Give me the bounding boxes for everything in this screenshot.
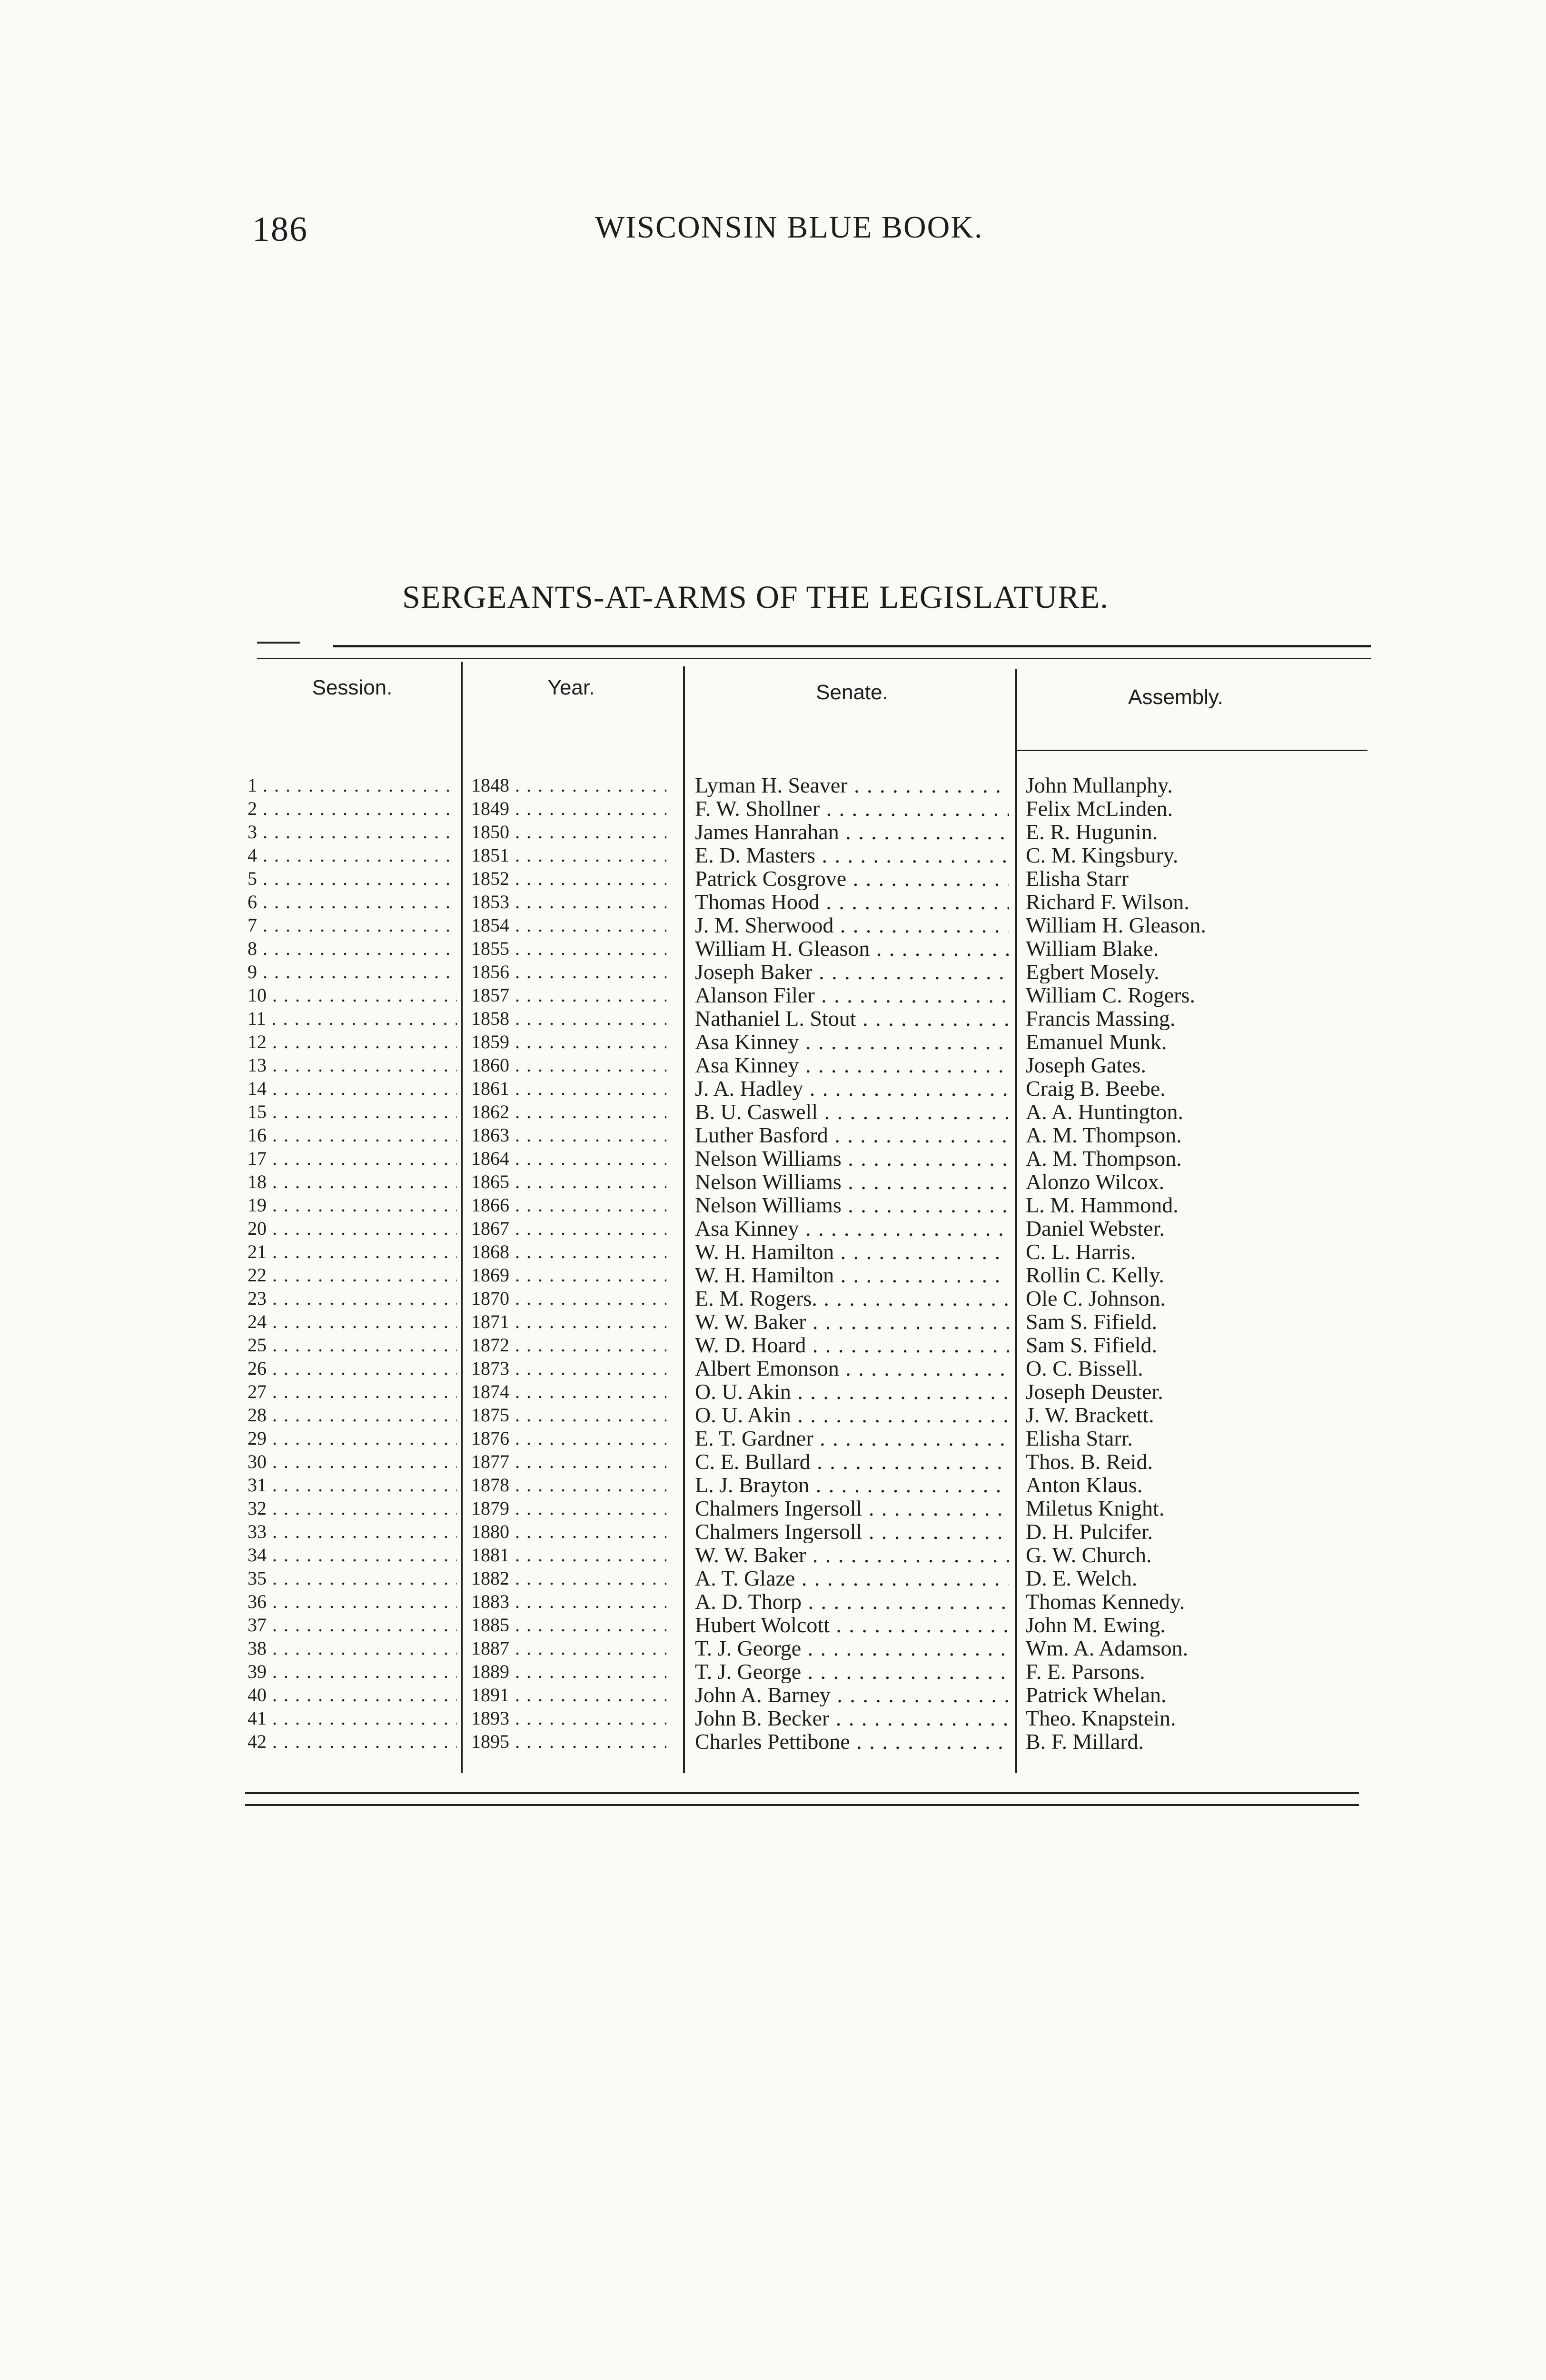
assembly-cell: Daniel Webster. bbox=[1026, 1217, 1165, 1240]
assembly-cell: Thos. B. Reid. bbox=[1026, 1450, 1153, 1473]
senate-cell: W. W. Baker . . . bbox=[695, 1543, 1009, 1567]
assembly-cell: Joseph Deuster. bbox=[1026, 1380, 1163, 1403]
year-cell: 1864 . . . bbox=[471, 1147, 666, 1170]
session-cell: 23 . . . bbox=[248, 1287, 457, 1310]
top-rule-thick bbox=[333, 645, 1371, 647]
assembly-cell: Emanuel Munk. bbox=[1026, 1030, 1167, 1053]
senate-cell: Asa Kinney . . . bbox=[695, 1030, 1009, 1053]
year-cell: 1870 . . . bbox=[471, 1287, 666, 1310]
assembly-cell: Wm. A. Adamson. bbox=[1026, 1636, 1189, 1660]
session-cell: 39 . . . bbox=[248, 1660, 457, 1683]
table-row bbox=[0, 1683, 1546, 1706]
table-row bbox=[0, 937, 1546, 960]
year-cell: 1872 . . . bbox=[471, 1333, 666, 1357]
year-cell: 1867 . . . bbox=[471, 1217, 666, 1240]
assembly-cell: Elisha Starr. bbox=[1026, 1427, 1133, 1450]
year-cell: 1857 . . . bbox=[471, 983, 666, 1007]
session-cell: 20 . . . bbox=[248, 1217, 457, 1240]
table-row bbox=[0, 774, 1546, 797]
session-cell: 15 . . . bbox=[248, 1100, 457, 1123]
senate-cell: E. M. Rogers. . . . bbox=[695, 1287, 1009, 1310]
session-cell: 4 . . . bbox=[248, 843, 457, 867]
session-cell: 8 . . . bbox=[248, 937, 457, 960]
senate-cell: William H. Gleason . . . bbox=[695, 937, 1009, 960]
table-row bbox=[0, 1053, 1546, 1077]
year-cell: 1874 . . . bbox=[471, 1380, 666, 1403]
session-cell: 5 . . . bbox=[248, 867, 457, 890]
senate-cell: Nelson Williams . . . bbox=[695, 1170, 1009, 1193]
assembly-cell: Sam S. Fifield. bbox=[1026, 1333, 1158, 1357]
assembly-cell: Rollin C. Kelly. bbox=[1026, 1263, 1164, 1287]
year-cell: 1878 . . . bbox=[471, 1473, 666, 1497]
table-row bbox=[0, 913, 1546, 937]
top-rule-thin bbox=[257, 658, 1371, 659]
year-cell: 1893 . . . bbox=[471, 1706, 666, 1730]
year-cell: 1882 . . . bbox=[471, 1567, 666, 1590]
table-row bbox=[0, 1730, 1546, 1753]
table-row bbox=[0, 1240, 1546, 1263]
table-row bbox=[0, 1263, 1546, 1287]
session-cell: 14 . . . bbox=[248, 1077, 457, 1100]
session-cell: 25 . . . bbox=[248, 1333, 457, 1357]
assembly-cell: Felix McLinden. bbox=[1026, 797, 1173, 820]
table-row bbox=[0, 1357, 1546, 1380]
header-session: Session. bbox=[312, 676, 393, 699]
table-row bbox=[0, 890, 1546, 913]
assembly-cell: D. E. Welch. bbox=[1026, 1567, 1138, 1590]
session-cell: 12 . . . bbox=[248, 1030, 457, 1053]
assembly-cell: Francis Massing. bbox=[1026, 1007, 1176, 1030]
year-cell: 1850 . . . bbox=[471, 820, 666, 843]
senate-cell: A. D. Thorp . . . bbox=[695, 1590, 1009, 1613]
table-row bbox=[0, 1333, 1546, 1357]
year-cell: 1848 . . . bbox=[471, 774, 666, 797]
table-row bbox=[0, 1567, 1546, 1590]
senate-cell: O. U. Akin . . . bbox=[695, 1403, 1009, 1427]
senate-cell: Chalmers Ingersoll . . . bbox=[695, 1497, 1009, 1520]
year-cell: 1873 . . . bbox=[471, 1357, 666, 1380]
session-cell: 7 . . . bbox=[248, 913, 457, 937]
bottom-rule-2 bbox=[245, 1804, 1359, 1806]
senate-cell: Lyman H. Seaver . . . bbox=[695, 774, 1009, 797]
year-cell: 1871 . . . bbox=[471, 1310, 666, 1333]
year-cell: 1891 . . . bbox=[471, 1683, 666, 1706]
assembly-cell: L. M. Hammond. bbox=[1026, 1193, 1179, 1217]
year-cell: 1856 . . . bbox=[471, 960, 666, 983]
session-cell: 6 . . . bbox=[248, 890, 457, 913]
assembly-cell: C. M. Kingsbury. bbox=[1026, 843, 1179, 867]
table-row bbox=[0, 1007, 1546, 1030]
session-cell: 2 . . . bbox=[248, 797, 457, 820]
year-cell: 1879 . . . bbox=[471, 1497, 666, 1520]
session-cell: 32 . . . bbox=[248, 1497, 457, 1520]
senate-cell: John A. Barney . . . bbox=[695, 1683, 1009, 1706]
assembly-cell: J. W. Brackett. bbox=[1026, 1403, 1154, 1427]
header-rule bbox=[1015, 750, 1368, 751]
session-cell: 19 . . . bbox=[248, 1193, 457, 1217]
session-cell: 42 . . . bbox=[248, 1730, 457, 1753]
assembly-cell: C. L. Harris. bbox=[1026, 1240, 1136, 1263]
year-cell: 1861 . . . bbox=[471, 1077, 666, 1100]
year-cell: 1851 . . . bbox=[471, 843, 666, 867]
assembly-cell: Egbert Mosely. bbox=[1026, 960, 1160, 983]
year-cell: 1887 . . . bbox=[471, 1636, 666, 1660]
assembly-cell: John M. Ewing. bbox=[1026, 1613, 1166, 1636]
year-cell: 1875 . . . bbox=[471, 1403, 666, 1427]
assembly-cell: Joseph Gates. bbox=[1026, 1053, 1146, 1077]
year-cell: 1880 . . . bbox=[471, 1520, 666, 1543]
session-cell: 29 . . . bbox=[248, 1427, 457, 1450]
header-senate: Senate. bbox=[816, 681, 888, 704]
session-cell: 13 . . . bbox=[248, 1053, 457, 1077]
senate-cell: F. W. Shollner . . . bbox=[695, 797, 1009, 820]
senate-cell: B. U. Caswell . . . bbox=[695, 1100, 1009, 1123]
assembly-cell: Ole C. Johnson. bbox=[1026, 1287, 1166, 1310]
senate-cell: Charles Pettibone . . . bbox=[695, 1730, 1009, 1753]
assembly-cell: Richard F. Wilson. bbox=[1026, 890, 1189, 913]
table-row bbox=[0, 1380, 1546, 1403]
senate-cell: Asa Kinney . . . bbox=[695, 1217, 1009, 1240]
table-row bbox=[0, 1123, 1546, 1147]
year-cell: 1858 . . . bbox=[471, 1007, 666, 1030]
assembly-cell: Theo. Knapstein. bbox=[1026, 1706, 1176, 1730]
table-title: SERGEANTS-AT-ARMS OF THE LEGISLATURE. bbox=[402, 579, 1109, 615]
session-cell: 9 . . . bbox=[248, 960, 457, 983]
bottom-rule-1 bbox=[245, 1792, 1359, 1794]
session-cell: 16 . . . bbox=[248, 1123, 457, 1147]
year-cell: 1863 . . . bbox=[471, 1123, 666, 1147]
table-row bbox=[0, 1613, 1546, 1636]
session-cell: 18 . . . bbox=[248, 1170, 457, 1193]
session-cell: 33 . . . bbox=[248, 1520, 457, 1543]
table-row bbox=[0, 1193, 1546, 1217]
assembly-cell: Miletus Knight. bbox=[1026, 1497, 1165, 1520]
year-cell: 1883 . . . bbox=[471, 1590, 666, 1613]
top-rule-short bbox=[257, 642, 300, 644]
header-year: Year. bbox=[547, 676, 595, 699]
senate-cell: J. M. Sherwood . . . bbox=[695, 913, 1009, 937]
table-row bbox=[0, 1660, 1546, 1683]
table-row bbox=[0, 1450, 1546, 1473]
session-cell: 26 . . . bbox=[248, 1357, 457, 1380]
assembly-cell: A. M. Thompson. bbox=[1026, 1147, 1182, 1170]
senate-cell: T. J. George . . . bbox=[695, 1636, 1009, 1660]
senate-cell: Asa Kinney . . . bbox=[695, 1053, 1009, 1077]
session-cell: 38 . . . bbox=[248, 1636, 457, 1660]
year-cell: 1849 . . . bbox=[471, 797, 666, 820]
assembly-cell: William C. Rogers. bbox=[1026, 983, 1195, 1007]
senate-cell: W. W. Baker . . . bbox=[695, 1310, 1009, 1333]
year-cell: 1855 . . . bbox=[471, 937, 666, 960]
senate-cell: John B. Becker . . . bbox=[695, 1706, 1009, 1730]
senate-cell: Thomas Hood . . . bbox=[695, 890, 1009, 913]
session-cell: 27 . . . bbox=[248, 1380, 457, 1403]
assembly-cell: Patrick Whelan. bbox=[1026, 1683, 1167, 1706]
session-cell: 10 . . . bbox=[248, 983, 457, 1007]
senate-cell: J. A. Hadley . . . bbox=[695, 1077, 1009, 1100]
table-row bbox=[0, 1403, 1546, 1427]
year-cell: 1868 . . . bbox=[471, 1240, 666, 1263]
year-cell: 1869 . . . bbox=[471, 1263, 666, 1287]
senate-cell: Nelson Williams . . . bbox=[695, 1193, 1009, 1217]
running-title: WISCONSIN BLUE BOOK. bbox=[595, 210, 983, 245]
header-assembly: Assembly. bbox=[1128, 685, 1223, 709]
session-cell: 17 . . . bbox=[248, 1147, 457, 1170]
session-cell: 21 . . . bbox=[248, 1240, 457, 1263]
session-cell: 34 . . . bbox=[248, 1543, 457, 1567]
senate-cell: L. J. Brayton . . . bbox=[695, 1473, 1009, 1497]
senate-cell: Hubert Wolcott . . . bbox=[695, 1613, 1009, 1636]
session-cell: 37 . . . bbox=[248, 1613, 457, 1636]
year-cell: 1862 . . . bbox=[471, 1100, 666, 1123]
table-row bbox=[0, 1147, 1546, 1170]
senate-cell: Joseph Baker . . . bbox=[695, 960, 1009, 983]
assembly-cell: Craig B. Beebe. bbox=[1026, 1077, 1166, 1100]
session-cell: 36 . . . bbox=[248, 1590, 457, 1613]
senate-cell: Alanson Filer . . . bbox=[695, 983, 1009, 1007]
assembly-cell: E. R. Hugunin. bbox=[1026, 820, 1158, 843]
assembly-cell: John Mullanphy. bbox=[1026, 774, 1173, 797]
table-row bbox=[0, 1287, 1546, 1310]
table-row bbox=[0, 1170, 1546, 1193]
year-cell: 1895 . . . bbox=[471, 1730, 666, 1753]
assembly-cell: A. A. Huntington. bbox=[1026, 1100, 1183, 1123]
table-row bbox=[0, 1520, 1546, 1543]
assembly-cell: William Blake. bbox=[1026, 937, 1159, 960]
table-row bbox=[0, 1636, 1546, 1660]
table-row bbox=[0, 960, 1546, 983]
table-row bbox=[0, 867, 1546, 890]
assembly-cell: B. F. Millard. bbox=[1026, 1730, 1144, 1753]
session-cell: 11 . . . bbox=[248, 1007, 457, 1030]
table-row bbox=[0, 1543, 1546, 1567]
year-cell: 1881 . . . bbox=[471, 1543, 666, 1567]
year-cell: 1853 . . . bbox=[471, 890, 666, 913]
senate-cell: E. T. Gardner . . . bbox=[695, 1427, 1009, 1450]
table-row bbox=[0, 1100, 1546, 1123]
year-cell: 1854 . . . bbox=[471, 913, 666, 937]
year-cell: 1885 . . . bbox=[471, 1613, 666, 1636]
year-cell: 1866 . . . bbox=[471, 1193, 666, 1217]
assembly-cell: Sam S. Fifield. bbox=[1026, 1310, 1158, 1333]
table-row bbox=[0, 1310, 1546, 1333]
senate-cell: Albert Emonson . . . bbox=[695, 1357, 1009, 1380]
year-cell: 1877 . . . bbox=[471, 1450, 666, 1473]
table-row bbox=[0, 1217, 1546, 1240]
page-number: 186 bbox=[252, 210, 308, 249]
assembly-cell: William H. Gleason. bbox=[1026, 913, 1206, 937]
assembly-cell: O. C. Bissell. bbox=[1026, 1357, 1143, 1380]
session-cell: 31 . . . bbox=[248, 1473, 457, 1497]
senate-cell: Luther Basford . . . bbox=[695, 1123, 1009, 1147]
session-cell: 24 . . . bbox=[248, 1310, 457, 1333]
year-cell: 1852 . . . bbox=[471, 867, 666, 890]
year-cell: 1889 . . . bbox=[471, 1660, 666, 1683]
session-cell: 40 . . . bbox=[248, 1683, 457, 1706]
senate-cell: E. D. Masters . . . bbox=[695, 843, 1009, 867]
page-header bbox=[252, 209, 1085, 252]
assembly-cell: F. E. Parsons. bbox=[1026, 1660, 1145, 1683]
senate-cell: Nathaniel L. Stout . . . bbox=[695, 1007, 1009, 1030]
table-row bbox=[0, 1497, 1546, 1520]
table-row bbox=[0, 1077, 1546, 1100]
assembly-cell: Thomas Kennedy. bbox=[1026, 1590, 1185, 1613]
senate-cell: T. J. George . . . bbox=[695, 1660, 1009, 1683]
session-cell: 35 . . . bbox=[248, 1567, 457, 1590]
year-cell: 1865 . . . bbox=[471, 1170, 666, 1193]
table-row bbox=[0, 1706, 1546, 1730]
senate-cell: Nelson Williams . . . bbox=[695, 1147, 1009, 1170]
senate-cell: James Hanrahan . . . bbox=[695, 820, 1009, 843]
table-row bbox=[0, 1030, 1546, 1053]
session-cell: 3 . . . bbox=[248, 820, 457, 843]
session-cell: 1 . . . bbox=[248, 774, 457, 797]
assembly-cell: Elisha Starr bbox=[1026, 867, 1129, 890]
table-row bbox=[0, 797, 1546, 820]
session-cell: 30 . . . bbox=[248, 1450, 457, 1473]
table-row bbox=[0, 820, 1546, 843]
senate-cell: O. U. Akin . . . bbox=[695, 1380, 1009, 1403]
table-row bbox=[0, 843, 1546, 867]
assembly-cell: D. H. Pulcifer. bbox=[1026, 1520, 1153, 1543]
year-cell: 1876 . . . bbox=[471, 1427, 666, 1450]
assembly-cell: Anton Klaus. bbox=[1026, 1473, 1143, 1497]
senate-cell: A. T. Glaze . . . bbox=[695, 1567, 1009, 1590]
table-row bbox=[0, 1427, 1546, 1450]
senate-cell: Patrick Cosgrove . . . bbox=[695, 867, 1009, 890]
senate-cell: W. H. Hamilton . . . bbox=[695, 1240, 1009, 1263]
senate-cell: Chalmers Ingersoll . . . bbox=[695, 1520, 1009, 1543]
senate-cell: W. H. Hamilton . . . bbox=[695, 1263, 1009, 1287]
table-row bbox=[0, 983, 1546, 1007]
table-row bbox=[0, 1590, 1546, 1613]
table-row bbox=[0, 1473, 1546, 1497]
assembly-cell: A. M. Thompson. bbox=[1026, 1123, 1182, 1147]
assembly-cell: Alonzo Wilcox. bbox=[1026, 1170, 1165, 1193]
year-cell: 1859 . . . bbox=[471, 1030, 666, 1053]
assembly-cell: G. W. Church. bbox=[1026, 1543, 1152, 1567]
senate-cell: C. E. Bullard . . . bbox=[695, 1450, 1009, 1473]
session-cell: 28 . . . bbox=[248, 1403, 457, 1427]
session-cell: 22 . . . bbox=[248, 1263, 457, 1287]
session-cell: 41 . . . bbox=[248, 1706, 457, 1730]
year-cell: 1860 . . . bbox=[471, 1053, 666, 1077]
senate-cell: W. D. Hoard . . . bbox=[695, 1333, 1009, 1357]
